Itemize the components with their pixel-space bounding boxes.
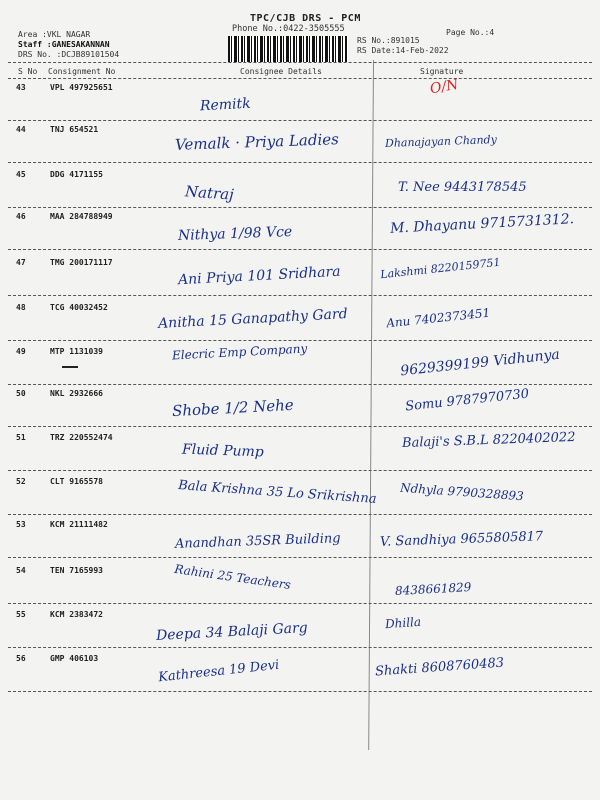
row-divider — [8, 426, 592, 427]
row-consignee-handwriting: Anitha 15 Ganapathy Gard — [157, 306, 348, 332]
header-bottom-divider — [8, 78, 592, 79]
row-consignment-number: TRZ 220552474 — [50, 433, 113, 442]
row-divider — [8, 120, 592, 121]
row-consignment-number: TCG 40032452 — [50, 303, 108, 312]
row-consignee-handwriting: Rahini 25 Teachers — [173, 561, 292, 593]
row-serial-number: 56 — [16, 654, 26, 663]
row-consignee-handwriting: Fluid Pump — [181, 441, 265, 461]
row-divider — [8, 295, 592, 296]
row-consignment-number: GMP 406103 — [50, 654, 99, 663]
col-signature: Signature — [420, 67, 464, 76]
row-consignment-number: TMG 200171117 — [50, 258, 113, 267]
row-consignee-handwriting: Nithya 1/98 Vce — [177, 224, 293, 244]
barcode-image — [228, 36, 348, 62]
row-serial-number: 49 — [16, 347, 26, 356]
phone-number: Phone No.:0422-3505555 — [232, 24, 345, 34]
row-signature: T. Nee 9443178545 — [398, 180, 527, 195]
row-consignment-number: VPL 497925651 — [50, 83, 113, 92]
row-serial-number: 44 — [16, 125, 26, 134]
row-signature: 9629399199 Vidhunya — [399, 346, 561, 380]
drs-number: DRS No. :DCJB89101504 — [18, 50, 120, 59]
row-consignee-handwriting: Kathreesa 19 Devi — [157, 657, 280, 686]
row-signature: Ndhyla 9790328893 — [399, 480, 525, 504]
row-consignee-handwriting: Remitk — [199, 95, 252, 115]
row-consignment-number: TEN 7165993 — [50, 566, 103, 575]
row-consignment-number: KCM 21111482 — [50, 520, 108, 529]
row-serial-number: 52 — [16, 477, 26, 486]
row-serial-number: 46 — [16, 212, 26, 221]
row-signature: 8438661829 — [394, 580, 472, 598]
row-divider — [8, 470, 592, 471]
row-signature: O/N — [428, 76, 460, 98]
rs-date: RS Date:14-Feb-2022 — [357, 46, 449, 55]
header-divider — [8, 62, 592, 63]
row-signature: V. Sandhiya 9655805817 — [379, 529, 544, 550]
row-signature: Shakti 8608760483 — [374, 655, 505, 680]
row-serial-number: 55 — [16, 610, 26, 619]
row-divider — [8, 162, 592, 163]
row-consignee-handwriting: Ani Priya 101 Sridhara — [177, 263, 341, 289]
row-consignee-handwriting: Vemalk · Priya Ladies — [174, 130, 340, 154]
row-consignment-number: CLT 9165578 — [50, 477, 103, 486]
row-consignee-handwriting: Anandhan 35SR Building — [174, 531, 341, 552]
row-signature: Dhanajayan Chandy — [384, 133, 498, 150]
staff-label: Staff :GANESAKANNAN — [18, 40, 110, 49]
row-consignment-number: NKL 2932666 — [50, 389, 103, 398]
row-consignee-handwriting: Elecric Emp Company — [171, 341, 308, 363]
page-number: Page No.:4 — [446, 28, 495, 37]
row-consignee-handwriting: Deepa 34 Balaji Garg — [155, 620, 309, 644]
col-consignee: Consignee Details — [240, 67, 322, 76]
row-consignee-handwriting: Natraj — [184, 182, 235, 204]
row-consignee-handwriting: Bala Krishna 35 Lo Srikrishna — [177, 478, 377, 507]
row-serial-number: 47 — [16, 258, 26, 267]
row-divider — [8, 603, 592, 604]
row-serial-number: 53 — [16, 520, 26, 529]
row-divider — [8, 249, 592, 250]
rs-number: RS No.:891015 — [357, 36, 420, 45]
row-signature: M. Dhayanu 9715731312. — [389, 211, 575, 237]
row-serial-number: 45 — [16, 170, 26, 179]
pen-dash-mark — [62, 366, 78, 368]
row-consignment-number: MTP 1131039 — [50, 347, 103, 356]
row-consignment-number: MAA 284788949 — [50, 212, 113, 221]
row-consignment-number: DDG 4171155 — [50, 170, 103, 179]
row-signature: Anu 7402373451 — [385, 305, 491, 331]
row-serial-number: 48 — [16, 303, 26, 312]
col-sno: S No — [18, 67, 38, 76]
col-consignment: Consignment No — [48, 67, 116, 76]
row-consignment-number: TNJ 654521 — [50, 125, 99, 134]
row-serial-number: 43 — [16, 83, 26, 92]
row-divider — [8, 647, 592, 648]
row-signature: Lakshmi 8220159751 — [379, 255, 502, 282]
row-signature: Dhilla — [384, 614, 422, 632]
area-label: Area :VKL NAGAR — [18, 30, 91, 39]
sheet-title: TPC/CJB DRS - PCM — [250, 13, 361, 24]
row-serial-number: 54 — [16, 566, 26, 575]
row-serial-number: 51 — [16, 433, 26, 442]
row-divider — [8, 514, 592, 515]
row-divider — [8, 384, 592, 385]
row-divider — [8, 207, 592, 208]
row-consignment-number: KCM 2383472 — [50, 610, 103, 619]
row-divider — [8, 557, 592, 558]
row-consignee-handwriting: Shobe 1/2 Nehe — [171, 395, 295, 421]
row-signature: Somu 9787970730 — [404, 386, 530, 415]
row-signature: Balaji's S.B.L 8220402022 — [401, 429, 576, 452]
row-divider — [8, 691, 592, 692]
row-serial-number: 50 — [16, 389, 26, 398]
